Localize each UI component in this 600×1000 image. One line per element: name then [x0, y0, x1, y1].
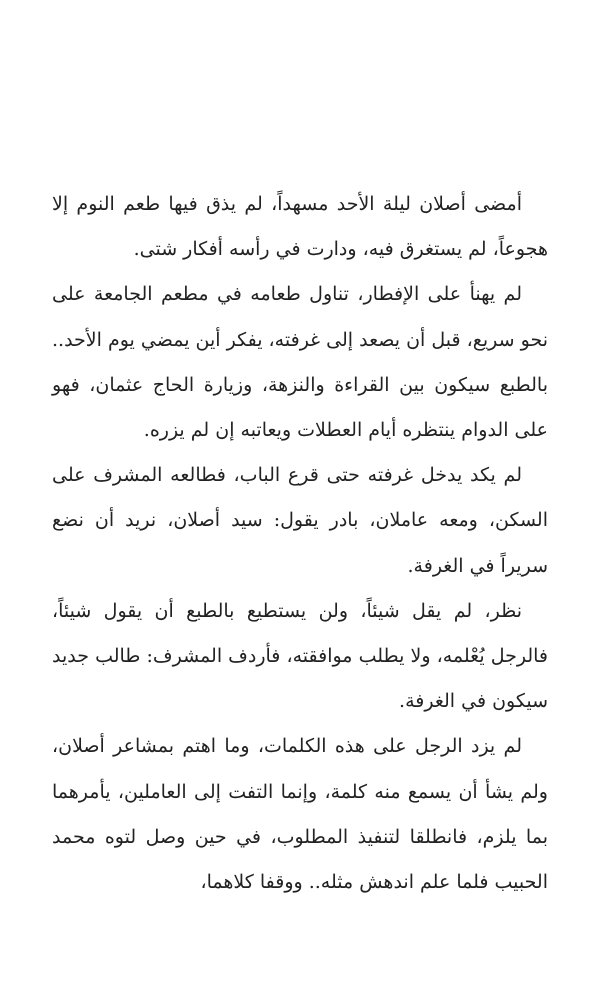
- paragraph-1: أمضى أصلان ليلة الأحد مسهداً، لم يذق فيها طعم النوم إلا هجوعاً، لم يستغرق فيه، ودارت في رأسه أفكار شتى.: [52, 193, 548, 261]
- paragraph-5: لم يزد الرجل على هذه الكلمات، وما اهتم بمشاعر أصلان، ولم يشأ أن يسمع منه كلمة، وإنما التفت إلى العاملين، يأمرهما بما يلزم، فانطلقا لتنفيذ المطلوب، في حين وصل لتوه محمد الحبيب فلما علم اندهش مثله.. ووقفا كلاهما،: [52, 735, 548, 894]
- paragraph-2: لم يهنأ على الإفطار، تناول طعامه في مطعم الجامعة على نحو سريع، قبل أن يصعد إلى غرفته، يفكر أين يمضي يوم الأحد.. بالطبع سيكون بين القراءة والنزهة، وزيارة الحاج عثمان، فهو على الدوام ينتظره أيام العطلات ويعاتبه إن لم يزره.: [52, 283, 548, 442]
- body-text: [52, 182, 548, 905]
- paragraph-3: لم يكد يدخل غرفته حتى قرع الباب، فطالعه المشرف على السكن، ومعه عاملان، بادر يقول: سيد أصلان، نريد أن نضع سريراً في الغرفة.: [52, 464, 548, 577]
- paragraph-4: نظر، لم يقل شيئاً، ولن يستطيع بالطبع أن يقول شيئاً، فالرجل يُعْلمه، ولا يطلب موافقته، فأردف المشرف: طالب جديد سيكون في الغرفة.: [52, 599, 548, 713]
